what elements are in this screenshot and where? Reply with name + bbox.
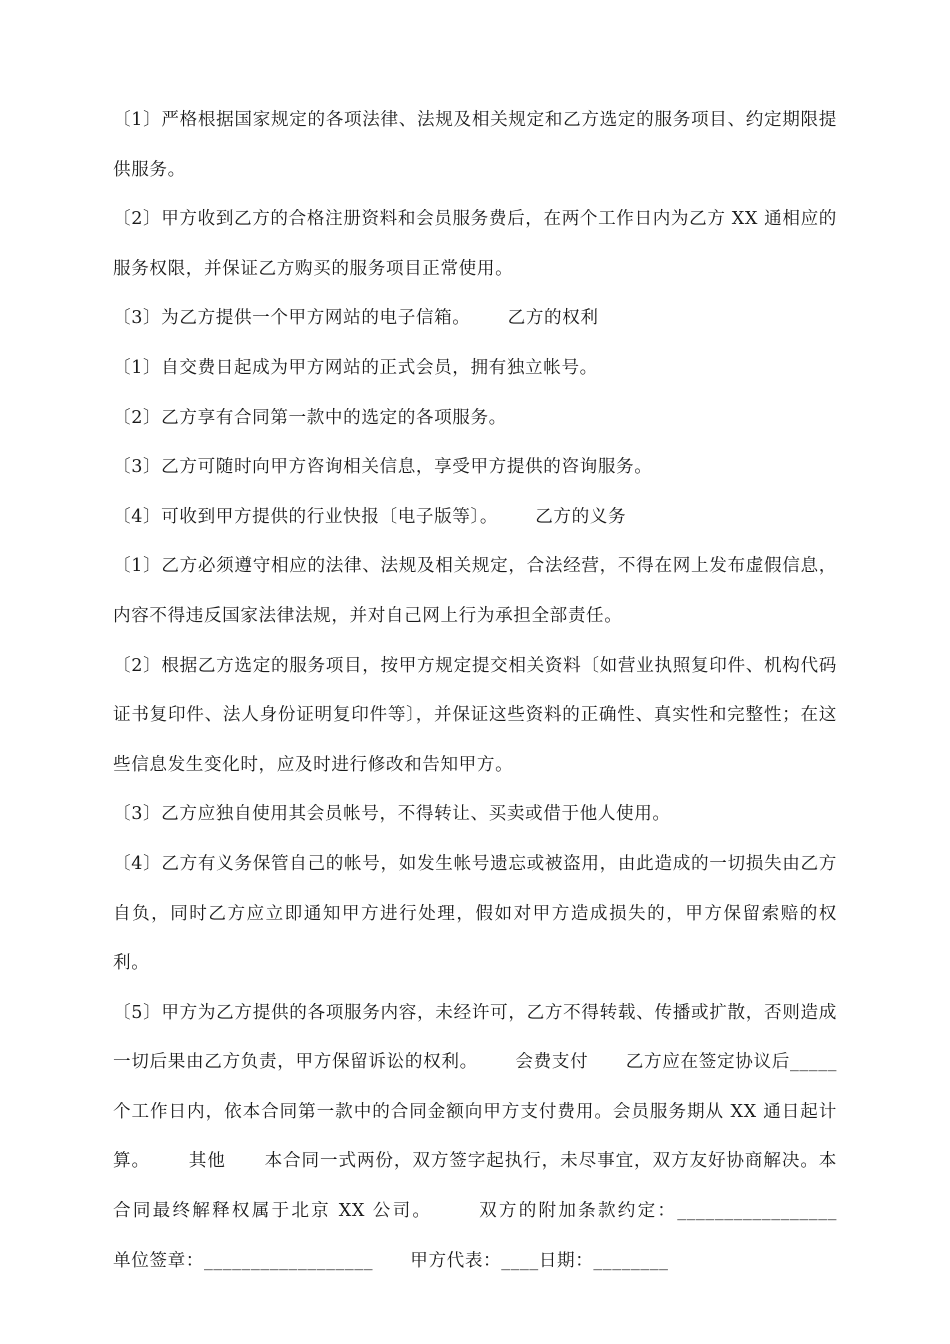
clause-paragraph: 〔2〕乙方享有合同第一款中的选定的各项服务。 [113, 407, 507, 428]
clause-paragraph: 〔3〕乙方可随时向甲方咨询相关信息，享受甲方提供的咨询服务。 [113, 457, 653, 478]
clause-paragraph: 〔3〕乙方应独自使用其会员帐号，不得转让、买卖或借于他人使用。 [113, 804, 671, 825]
clause-paragraph: 〔1〕乙方必须遵守相应的法律、法规及相关规定，合法经营，不得在网上发布虚假信息，内容不得违反国家法律法规，并对自己网上行为承担全部责任。 [113, 556, 837, 626]
clause-paragraph: 〔1〕严格根据国家规定的各项法律、法规及相关规定和乙方选定的服务项目、约定期限提供服务。 [113, 110, 837, 180]
clause-paragraph: 〔4〕乙方有义务保管自己的帐号，如发生帐号遗忘或被盗用，由此造成的一切损失由乙方自负，同时乙方应立即通知甲方进行处理，假如对甲方造成损失的，甲方保留索赔的权利。 [113, 853, 837, 974]
clause-paragraph: 〔1〕自交费日起成为甲方网站的正式会员，拥有独立帐号。 [113, 357, 598, 378]
clause-paragraph: 〔4〕可收到甲方提供的行业快报〔电子版等〕。 乙方的义务 [113, 506, 627, 527]
contract-page [113, 96, 875, 1286]
clause-paragraph: 〔2〕根据乙方选定的服务项目，按甲方规定提交相关资料〔如营业执照复印件、机构代码证书复印件、法人身份证明复印件等〕，并保证这些资料的正确性、真实性和完整性；在这些信息发生变化时，应及时进行修改和告知甲方。 [113, 655, 837, 775]
clause-paragraph: 〔2〕甲方收到乙方的合格注册资料和会员服务费后，在两个工作日内为乙方 XX 通相应的服务权限，并保证乙方购买的服务项目正常使用。 [113, 209, 837, 279]
clause-paragraph: 〔3〕为乙方提供一个甲方网站的电子信箱。 乙方的权利 [113, 308, 599, 329]
clause-paragraph: 〔5〕甲方为乙方提供的各项服务内容，未经许可，乙方不得转载、传播或扩散，否则造成一切后果由乙方负责，甲方保留诉讼的权利。 会费支付 乙方应在签定协议后_____个工作日内，依本合同第一款中的合同金额向甲方支付费用。会员服务期从 XX 通日起计算。 其他 本合同一式两份，双方签字起执行，未尽事宜，双方友好协商解决。本合同最终解释权属于北京 XX 公司。 双方的附加条款约定：_________________ 单位签章：__________________ 甲方代表：____日期：________ [113, 1002, 875, 1271]
